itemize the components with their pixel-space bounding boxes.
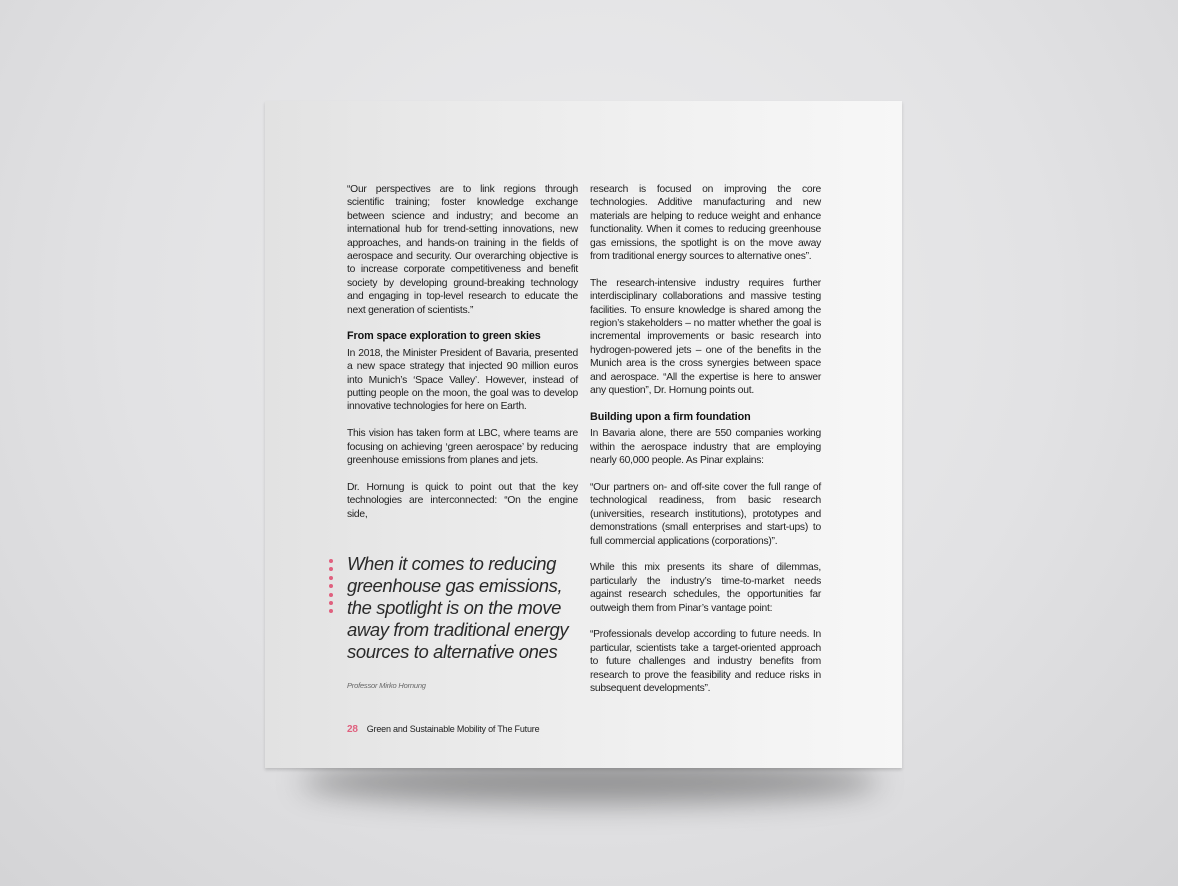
body-paragraph: “Professionals develop according to future needs. In particular, scientists take a target-oriented approach to future challenges and industry benefits from research to prove the feasibility and reduce risks in subsequent developments”. [590, 629, 821, 694]
body-paragraph: The research-intensive industry requires further interdisciplinary collaborations and massive testing facilities. To ensure knowledge is shared among the region’s stakeholders – no matter whether the goal is incremental improvements or basic research into hydrogen-powered jets – one of the benefits in the Munich area is the cross synergies between space and aerospace. “All the expertise is here to answer any question”, Dr. Hornung points out. [590, 277, 821, 397]
accent-dot [329, 593, 333, 597]
right-text-column [590, 183, 821, 709]
body-paragraph: Dr. Hornung is quick to point out that the key technologies are interconnected: “On the engine side, [347, 481, 578, 520]
body-paragraph: This vision has taken form at LBC, where teams are focusing on achieving ‘green aerospace’ by reducing greenhouse emissions from planes and jets. [347, 428, 578, 467]
body-paragraph: In 2018, the Minister President of Bavaria, presented a new space strategy that injected 90 million euros into Munich’s ‘Space Valley’. However, instead of putting people on the moon, the goal was to develop innovative technologies for here on Earth. [347, 347, 578, 413]
pull-quote-author: Professor Mirko Hornung [347, 681, 426, 690]
body-paragraph: “Our partners on- and off-site cover the full range of technological readiness, from basic research (universities, research institutions), prototypes and demonstrations (small enterprises and start-ups) to full commercial applications (corporations)”. [590, 481, 821, 547]
accent-dot [329, 576, 333, 580]
publication-title: Green and Sustainable Mobility of The Future [366, 724, 540, 734]
left-text-column [347, 183, 578, 535]
accent-dot [329, 609, 333, 613]
accent-dot [329, 559, 333, 563]
section-heading-space-exploration: From space exploration to green skies [347, 330, 541, 343]
body-paragraph: In Bavaria alone, there are 550 companies working within the aerospace industry that are employing nearly 60,000 people. As Pinar explains: [590, 428, 821, 467]
body-paragraph: While this mix presents its share of dilemmas, particularly the industry’s time-to-market needs against research schedules, the opportunities far outweigh them from Pinar’s vantage point: [590, 562, 821, 614]
dotted-accent-line [329, 559, 333, 613]
magazine-page [265, 101, 902, 768]
body-paragraph: research is focused on improving the core technologies. Additive manufacturing and new materials are helping to reduce weight and enhance functionality. When it comes to reducing greenhouse gas emissions, the spotlight is on the move away from traditional energy sources to alternative ones”. [590, 184, 821, 263]
accent-dot [329, 601, 333, 605]
intro-quote-paragraph: “Our perspectives are to link regions through scientific training; foster knowledge exchange between science and industry; and become an international hub for trend-setting innovations, new approaches, and hands-on training in the fields of aerospace and security. Our overarching objective is to increase corporate competitiveness and benefit society by developing ground-breaking technology and engaging in top-level research to educate the next generation of scientists.” [347, 184, 578, 316]
section-heading-firm-foundation: Building upon a firm foundation [590, 410, 751, 423]
page-number: 28 [347, 724, 358, 735]
page-footer [347, 724, 539, 735]
accent-dot [329, 567, 333, 571]
pull-quote-text: When it comes to reducing greenhouse gas emissions, the spotlight is on the move away from traditional energy sources to alternative ones [347, 553, 569, 662]
accent-dot [329, 584, 333, 588]
